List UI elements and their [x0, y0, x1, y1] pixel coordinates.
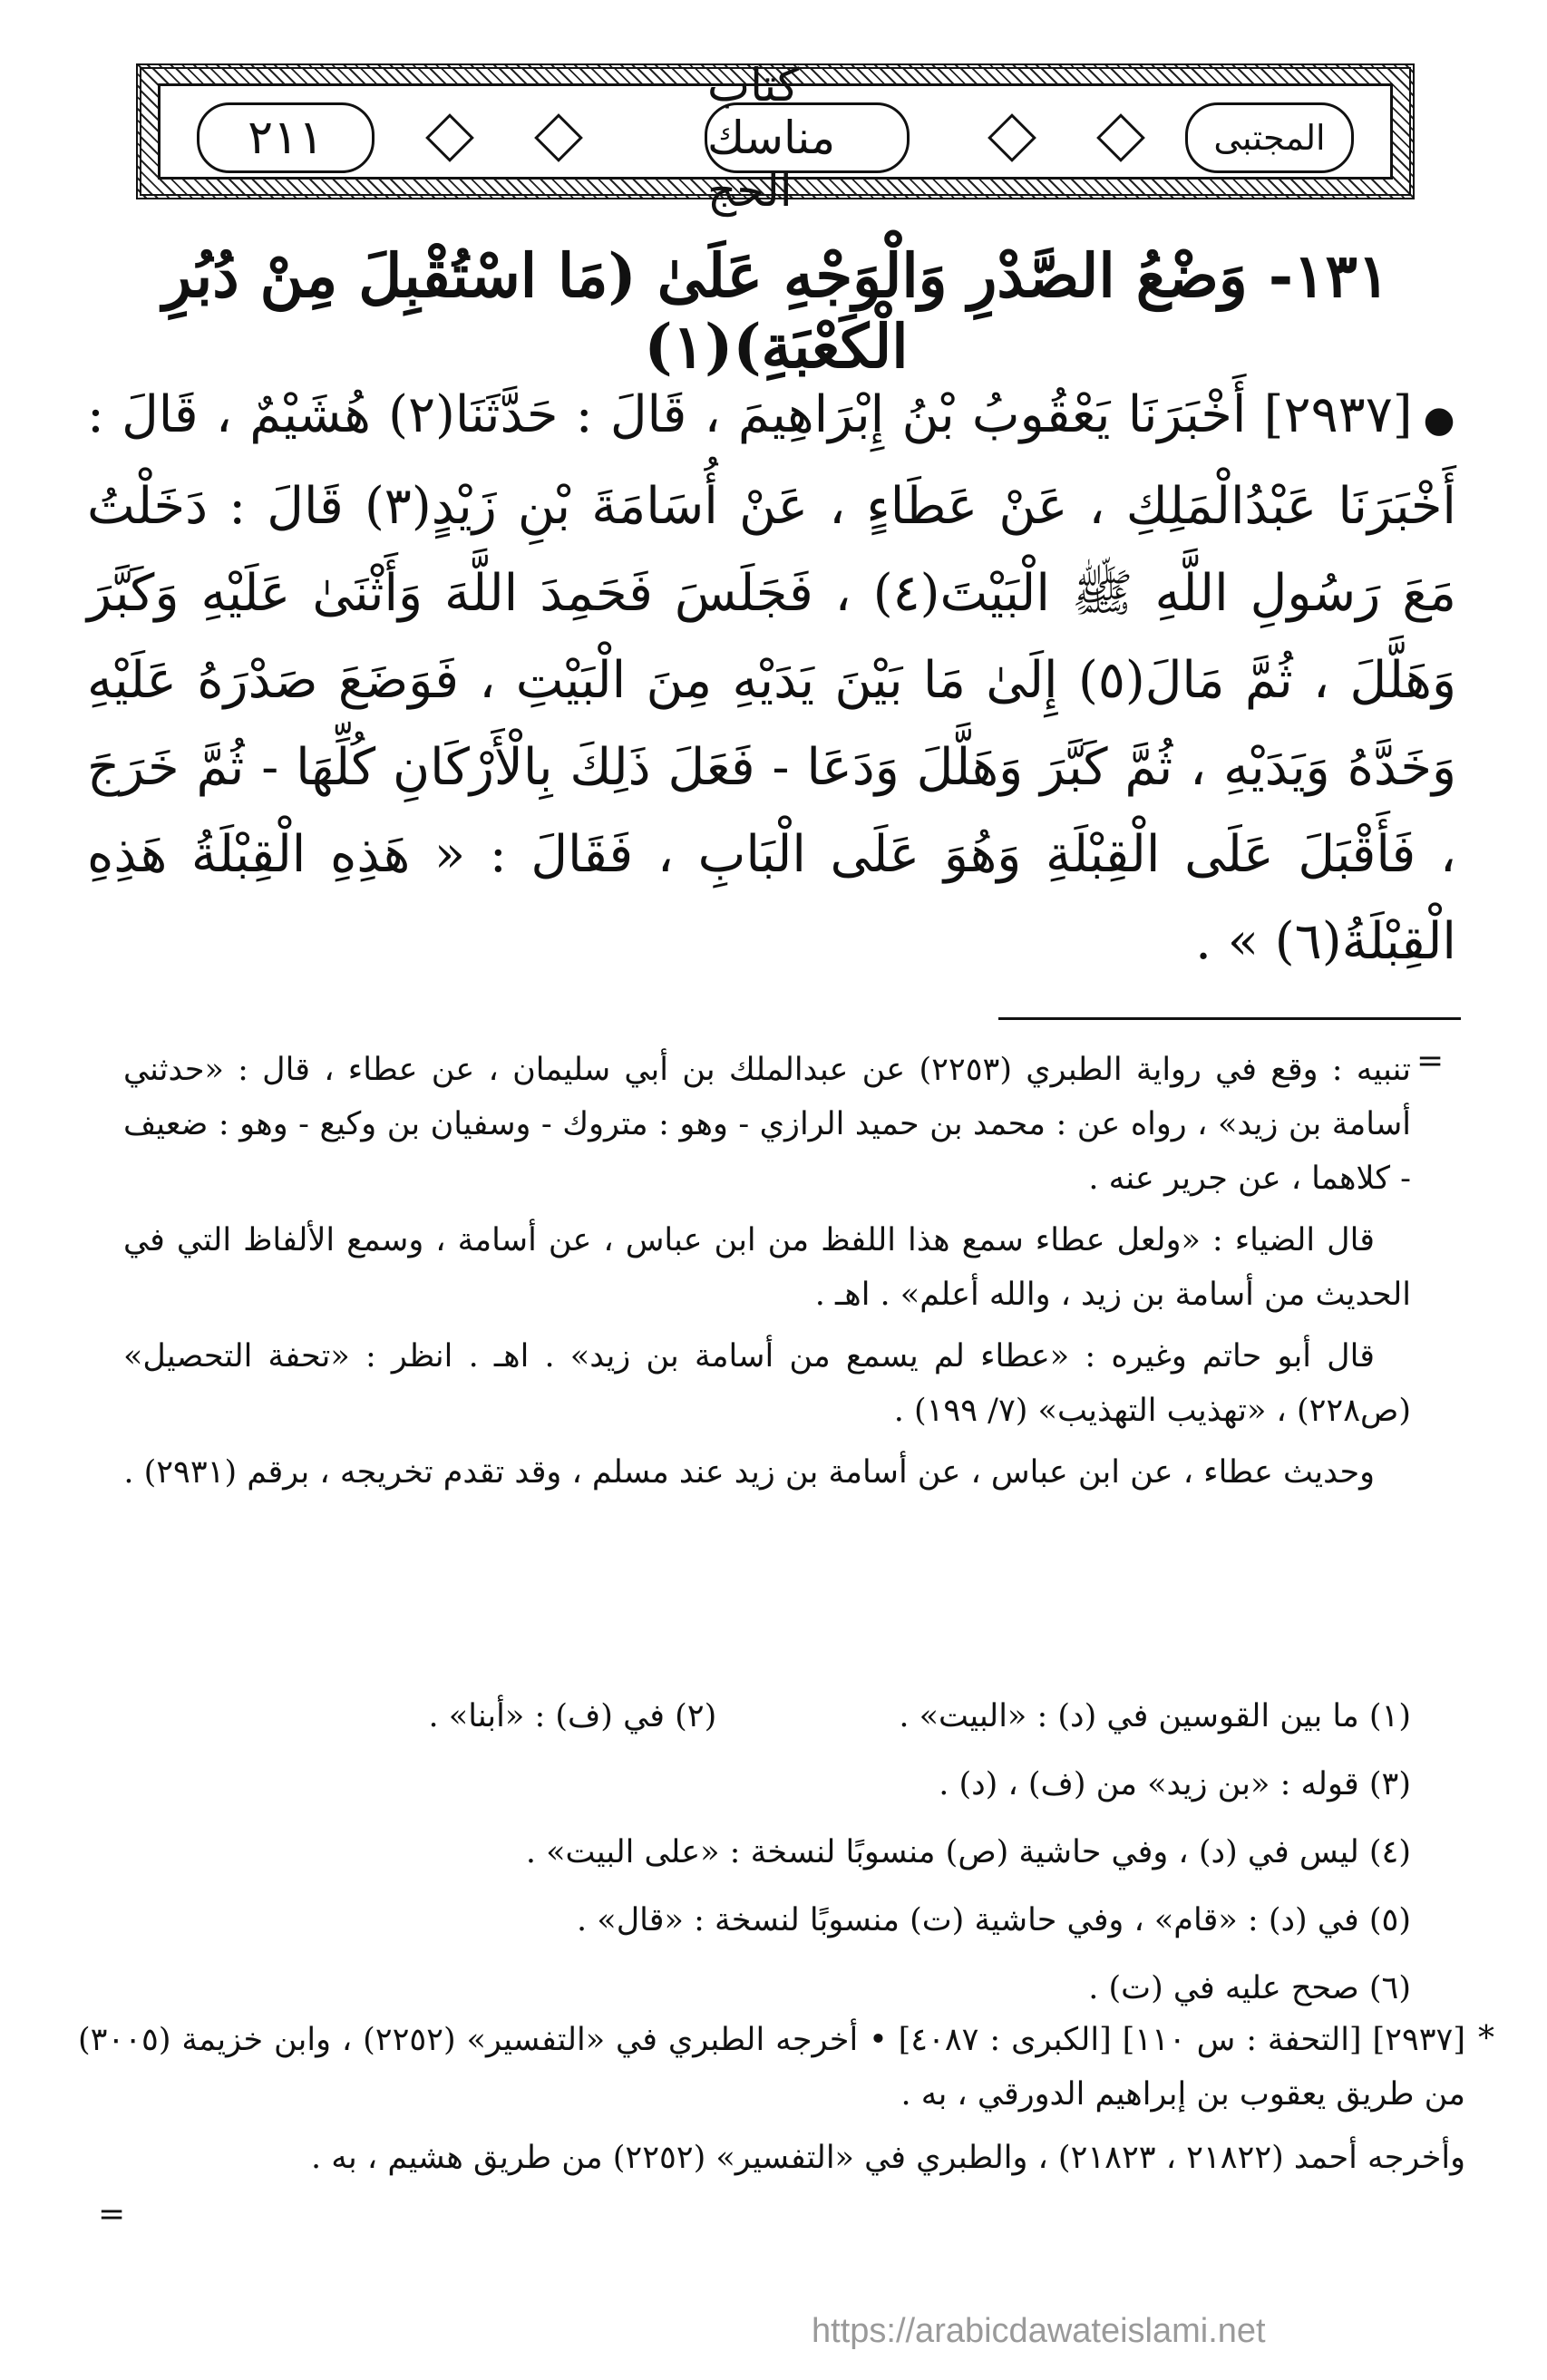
- footnote-3: (٣) قوله : «بن زيد» من (ف) ، (د) .: [939, 1766, 1411, 1802]
- banner-inner: [158, 59, 1393, 217]
- book-title: كتاب مناسك الحج: [705, 102, 910, 173]
- footnote-row: [123, 1693, 1411, 1740]
- hadith-body: [٢٩٣٧] أَخْبَرَنَا يَعْقُوبُ بْنُ إِبْرَاهِيمَ ، قَالَ : حَدَّثَنَا(٢) هُشَيْمٌ ، قَالَ : أَخْبَرَنَا عَبْدُالْمَلِكِ ، عَنْ عَطَاءٍ ، عَنْ أُسَامَةَ بْنِ زَيْدٍ(٣) قَالَ : دَخَلْتُ مَعَ رَسُولِ اللَّهِ ﷺ الْبَيْتَ(٤) ، فَجَلَسَ فَحَمِدَ اللَّهَ وَأَثْنَىٰ عَلَيْهِ وَكَبَّرَ وَهَلَّلَ ، ثُمَّ مَالَ(٥) إِلَىٰ مَا بَيْنَ يَدَيْهِ مِنَ الْبَيْتِ ، فَوَضَعَ صَدْرَهُ عَلَيْهِ وَخَدَّهُ وَيَدَيْهِ ، ثُمَّ كَبَّرَ وَهَلَّلَ وَدَعَا - فَعَلَ ذَلِكَ بِالْأَرْكَانِ كُلِّهَا - ثُمَّ خَرَجَ ، فَأَقْبَلَ عَلَى الْقِبْلَةِ وَهُوَ عَلَى الْبَابِ ، فَقَالَ : « هَذِهِ الْقِبْلَةُ هَذِهِ الْقِبْلَةُ(٦) » .: [87, 385, 1457, 971]
- header-banner: [136, 59, 1415, 217]
- footnote-5: (٥) في (د) : «قام» ، وفي حاشية (ت) منسوبًا لنسخة : «قال» .: [577, 1902, 1411, 1938]
- hadith-text: [87, 372, 1456, 986]
- chapter-heading: ١٣١- وَضْعُ الصَّدْرِ وَالْوَجْهِ عَلَىٰ (مَا اسْتُقْبِلَ مِنْ دُبُرِ الْكَعْبَةِ)(١): [162, 240, 1390, 382]
- footnote-2: (٢) في (ف) : «أبنا» .: [428, 1698, 717, 1734]
- commentary-notes: [123, 1043, 1411, 1507]
- note-paragraph: قال الضياء : «ولعل عطاء سمع هذا اللفظ من ابن عباس ، عن أسامة ، وسمع الألفاظ التي في الحديث من أسامة بن زيد ، والله أعلم» . اهـ .: [123, 1222, 1411, 1313]
- note-paragraph: وحديث عطاء ، عن ابن عباس ، عن أسامة بن زيد عند مسلم ، وقد تقدم تخريجه ، برقم (٢٩٣١) .: [123, 1454, 1375, 1491]
- note-paragraph: قال أبو حاتم وغيره : «عطاء لم يسمع من أسامة بن زيد» . اهـ . انظر : «تحفة التحصيل» (ص٢٢٨) ، «تهذيب التهذيب» (٧/ ١٩٩) .: [123, 1338, 1411, 1429]
- footnote-6: (٦) صحح عليه في (ت) .: [1088, 1970, 1411, 2006]
- takhrij-paragraph: [٢٩٣٧] [التحفة : س ١١٠] [الكبرى : ٤٠٨٧] • أخرجه الطبري في «التفسير» (٢٢٥٢) ، وابن خزيمة (٣٠٠٥) من طريق يعقوب بن إبراهيم الدورقي ، به .: [78, 2022, 1465, 2113]
- bullet-icon: ●: [1423, 399, 1457, 441]
- footnote-1: (١) ما بين القوسين في (د) : «البيت» .: [899, 1698, 1411, 1734]
- ornament-icon: [534, 113, 583, 162]
- footnote-4: (٤) ليس في (د) ، وفي حاشية (ص) منسوبًا لنسخة : «على البيت» .: [525, 1834, 1411, 1870]
- page-number: ٢١١: [197, 102, 375, 173]
- note-paragraph: تنبيه : وقع في رواية الطبري (٢٢٥٣) عن عبدالملك بن أبي سليمان ، عن عطاء ، قال : «حدثني أسامة بن زيد» ، رواه عن : محمد بن حميد الرازي - وهو : متروك - وسفيان بن وكيع - وهو : ضعيف - كلاهما ، عن جرير عنه .: [123, 1052, 1411, 1197]
- takhrij-section: [78, 2013, 1465, 2194]
- note-continuation-mark: =: [1416, 1043, 1445, 1080]
- footnote-divider: [998, 1017, 1461, 1020]
- star-icon: *: [1478, 2020, 1494, 2057]
- takhrij-paragraph: وأخرجه أحمد (٢١٨٢٢ ، ٢١٨٢٣) ، والطبري في «التفسير» (٢٢٥٢) من طريق هشيم ، به .: [311, 2140, 1465, 2176]
- ornament-icon: [425, 113, 474, 162]
- book-logo: المجتبى: [1185, 102, 1354, 173]
- ornament-icon: [988, 113, 1036, 162]
- continuation-mark: =: [98, 2196, 126, 2233]
- ornament-icon: [1096, 113, 1145, 162]
- watermark-url: https://arabicdawateislami.net: [812, 2312, 1266, 2350]
